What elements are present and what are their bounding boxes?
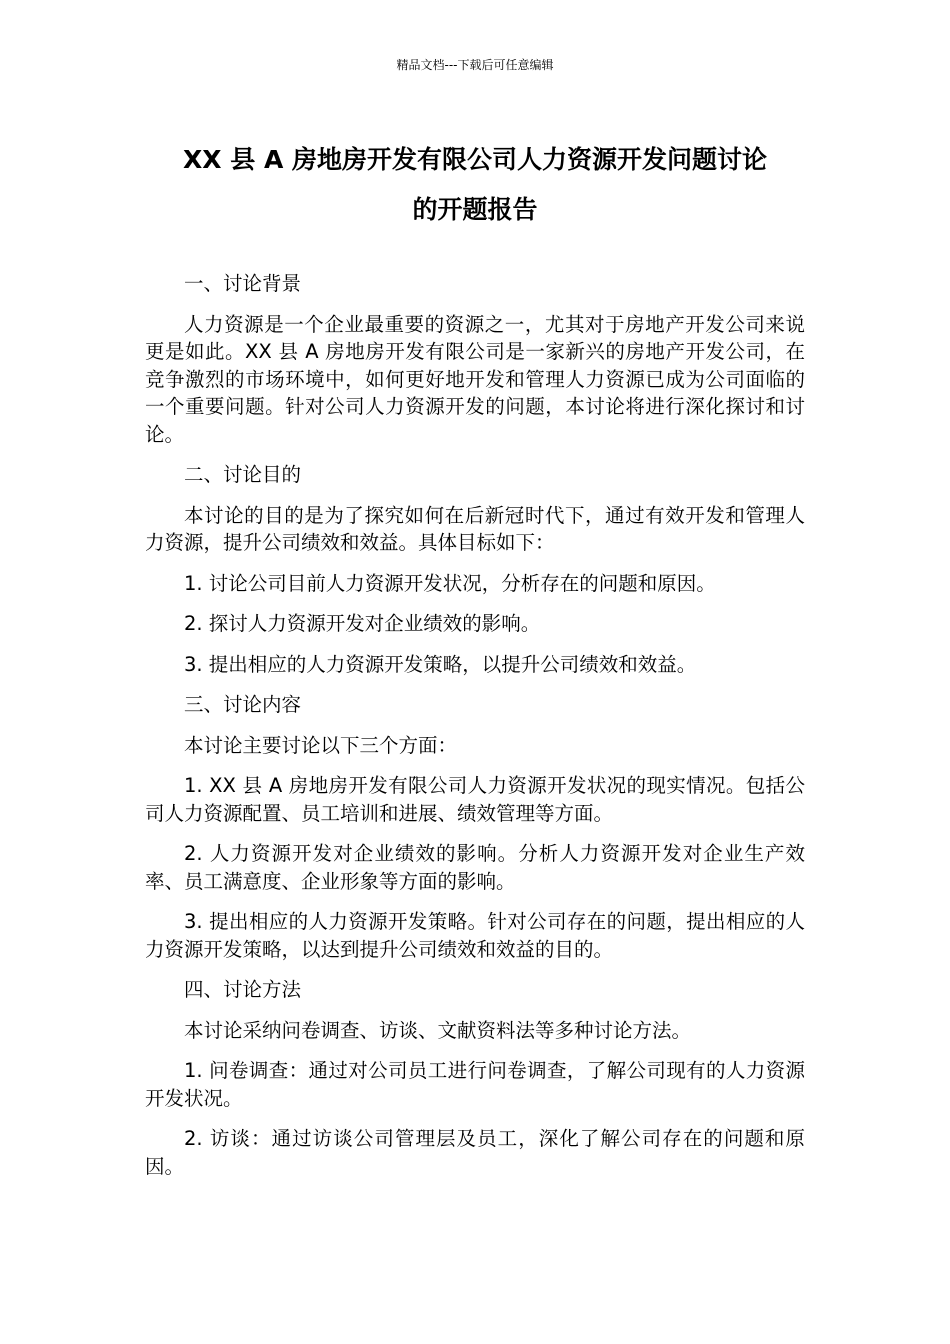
title-line-2: 的开题报告 — [412, 195, 538, 224]
paragraph-purpose: 本讨论的目的是为了探究如何在后新冠时代下，通过有效开发和管理人力资源，提升公司绩效和效益。具体目标如下： — [145, 503, 805, 554]
paragraph-background: 人力资源是一个企业最重要的资源之一，尤其对于房地产开发公司来说更是如此。XX 县 A 房地房开发有限公司是一家新兴的房地产开发公司，在竞争激烈的市场环境中，如何更好地开发和管理人力资源已成为公司面临的一个重要问题。针对公司人力资源开发的问题，本讨论将进行深化探讨和讨论。 — [145, 312, 805, 446]
section-heading-method: 四、讨论方法 — [184, 978, 302, 1001]
purpose-item-1: 1. 讨论公司目前人力资源开发状况，分析存在的问题和原因。 — [184, 571, 716, 595]
content-item-3: 3. 提出相应的人力资源开发策略。针对公司存在的问题，提出相应的人力资源开发策略，以达到提升公司绩效和效益的目的。 — [145, 910, 805, 961]
purpose-item-3: 3. 提出相应的人力资源开发策略，以提升公司绩效和效益。 — [184, 652, 697, 676]
method-item-1: 1. 问卷调查：通过对公司员工进行问卷调查，了解公司现有的人力资源开发状况。 — [145, 1059, 805, 1110]
page-header: 精品文档---下载后可任意编辑 — [396, 58, 554, 72]
section-heading-purpose: 二、讨论目的 — [184, 463, 302, 486]
purpose-item-2: 2. 探讨人力资源开发对企业绩效的影响。 — [184, 612, 541, 635]
content-item-2: 2. 人力资源开发对企业绩效的影响。分析人力资源开发对企业生产效率、员工满意度、企业形象等方面的影响。 — [145, 842, 805, 893]
paragraph-method: 本讨论采纳问卷调查、访谈、文献资料法等多种讨论方法。 — [184, 1018, 692, 1042]
method-item-2: 2. 访谈：通过访谈公司管理层及员工，深化了解公司存在的问题和原因。 — [145, 1127, 805, 1178]
section-heading-background: 一、讨论背景 — [184, 272, 302, 295]
title-line-1: XX 县 A 房地房开发有限公司人力资源开发问题讨论 — [182, 145, 767, 174]
paragraph-content: 本讨论主要讨论以下三个方面： — [184, 733, 458, 757]
document-title — [145, 135, 805, 235]
document-body — [145, 270, 805, 1193]
section-heading-content: 三、讨论内容 — [184, 693, 302, 716]
content-item-1: 1. XX 县 A 房地房开发有限公司人力资源开发状况的现实情况。包括公司人力资源配置、员工培训和进展、绩效管理等方面。 — [145, 774, 805, 825]
